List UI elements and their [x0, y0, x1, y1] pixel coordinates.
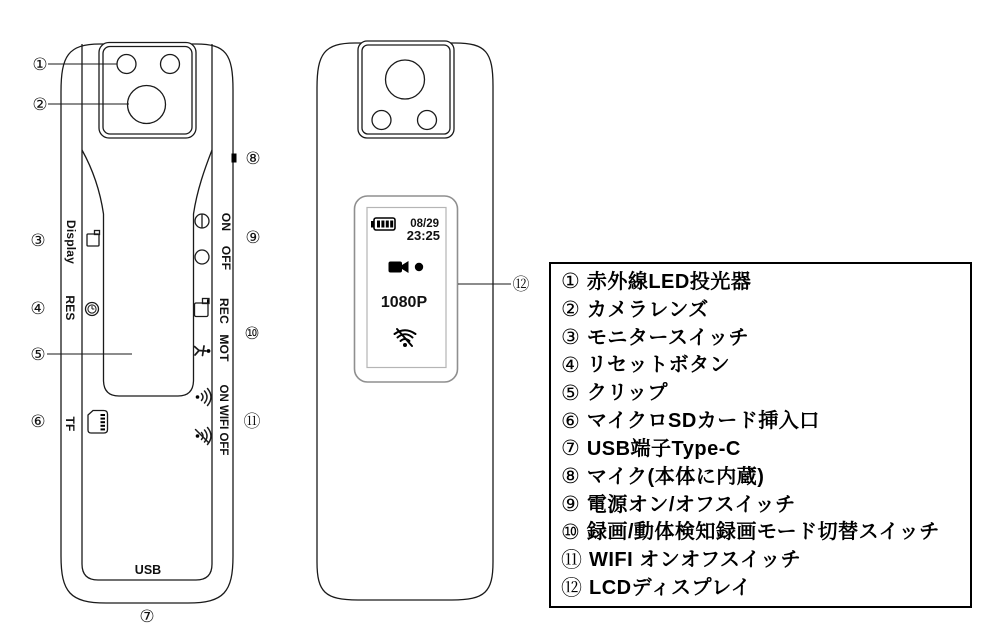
- callout-9: ⑨: [245, 227, 261, 247]
- lcd-display: [355, 196, 458, 382]
- legend-item-label: クリップ: [586, 382, 669, 405]
- legend-item-7: [561, 438, 964, 459]
- callout-1: ①: [32, 54, 48, 74]
- legend-item-1: [561, 271, 964, 292]
- legend-item-number: ⑤: [561, 381, 580, 405]
- legend-item-5: [561, 383, 964, 404]
- legend-item-number: ⑧: [561, 465, 580, 489]
- legend-item-3: [561, 327, 964, 348]
- legend-item-8: [561, 466, 964, 487]
- label-display: Display: [63, 219, 78, 265]
- callout-11: ⑪: [243, 411, 261, 431]
- callout-4: ④: [30, 298, 46, 318]
- callout-5: ⑤: [30, 344, 46, 364]
- label-rec: REC: [216, 298, 231, 324]
- callout-7: ⑦: [139, 606, 155, 626]
- legend-item-number: ①: [561, 270, 580, 294]
- callout-6: ⑥: [30, 411, 46, 431]
- device-front-view: [61, 43, 237, 604]
- callout-2: ②: [32, 94, 48, 114]
- label-tf: TF: [62, 416, 77, 432]
- label-off: OFF: [218, 245, 233, 271]
- callout-8: ⑧: [245, 148, 261, 168]
- legend-item-number: ③: [561, 326, 580, 350]
- legend-item-label: 赤外線LED投光器: [586, 270, 752, 293]
- legend-item-number: ②: [561, 298, 580, 322]
- legend-item-label: 電源オン/オフスイッチ: [586, 493, 796, 516]
- label-on: ON: [218, 212, 233, 232]
- legend-box: [549, 262, 972, 608]
- legend-item-number: ⑫: [561, 576, 582, 600]
- legend-item-label: カメラレンズ: [586, 298, 709, 321]
- label-usb: USB: [134, 563, 162, 577]
- lcd-date: 08/29: [410, 218, 439, 230]
- legend-item-number: ⑨: [561, 493, 580, 517]
- legend-item-number: ⑦: [561, 437, 580, 461]
- callout-12: ⑫: [512, 274, 530, 294]
- label-wifi-switch: ON WIFI OFF: [216, 384, 229, 456]
- callout-10: ⑩: [244, 323, 260, 343]
- legend-item-number: ⑩: [561, 520, 580, 544]
- legend-item-label: モニタースイッチ: [586, 326, 750, 349]
- legend-item-4: [561, 355, 964, 376]
- reset-clock-icon: [86, 303, 99, 316]
- legend-item-label: USB端子Type-C: [586, 437, 741, 460]
- record-dot-icon: [415, 263, 423, 271]
- lcd-time: 23:25: [406, 228, 440, 243]
- legend-item-6: [561, 411, 964, 432]
- legend-item-label: リセットボタン: [586, 354, 731, 377]
- legend-item-number: ⑥: [561, 409, 580, 433]
- device-back-view: [317, 41, 493, 600]
- label-res: RES: [62, 295, 77, 321]
- label-mot: MOT: [216, 334, 231, 362]
- legend-item-label: LCDディスプレイ: [589, 577, 752, 600]
- legend-item-number: ⑪: [561, 548, 582, 572]
- legend-item-9: [561, 494, 964, 515]
- legend-item-label: 録画/動体検知録画モード切替スイッチ: [586, 521, 940, 544]
- legend-item-label: マイク(本体に内蔵): [586, 465, 765, 488]
- legend-item-number: ④: [561, 353, 580, 377]
- legend-item-2: [561, 299, 964, 320]
- legend-item-label: WIFI オンオフスイッチ: [589, 549, 802, 572]
- callout-3: ③: [30, 230, 46, 250]
- legend-item-12: [561, 578, 964, 599]
- legend-item-11: [561, 550, 964, 571]
- lcd-resolution: 1080P: [380, 294, 428, 311]
- legend-item-10: [561, 522, 964, 543]
- legend-item-label: マイクロSDカード挿入口: [586, 410, 820, 433]
- mic-dot-icon: [232, 154, 237, 163]
